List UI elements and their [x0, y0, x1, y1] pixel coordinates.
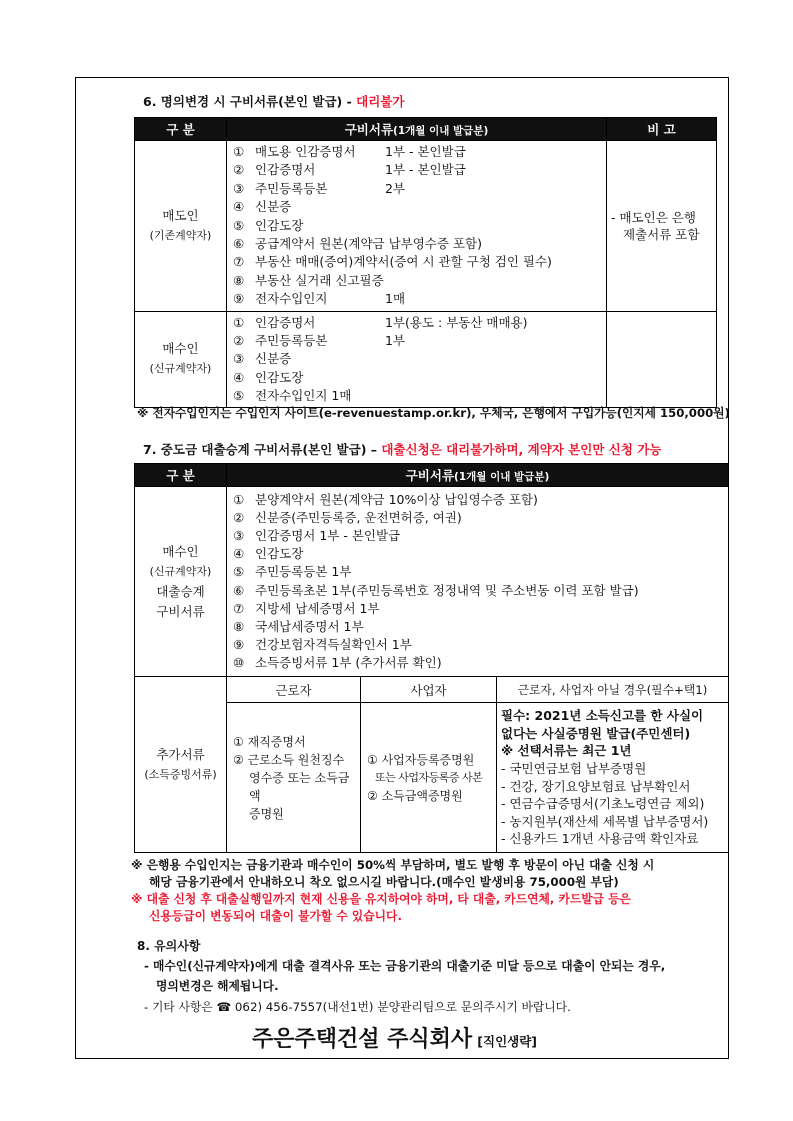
- section8-caution: - 매수인(신규계약자)에게 대출 결격사유 또는 금융기관의 대출기준 미달 등으로 대출이 안되는 경우, 명의변경은 해제됩니다.: [144, 959, 666, 993]
- buyer-remark: [607, 311, 717, 408]
- list-item: ⑨ 전자수입인지 1매: [233, 291, 406, 307]
- list-item: - 국민연금보험 납부증명원: [501, 760, 647, 776]
- stamp-note: ※ 전자수입인지는 수입인지 사이트(e-revenuestamp.or.kr), 우체국, 은행에서 구입가능(인지세 150,000원): [137, 406, 730, 420]
- list-item: - 연금수급증명서(기초노령연금 제외): [501, 796, 705, 812]
- seller-remark: - 매도인은 은행 제출서류 포함: [607, 141, 717, 312]
- list-item: ⑩ 소득증빙서류 1부 (추가서류 확인): [233, 655, 442, 671]
- list-item: ⑥ 공급계약서 원본(계약금 납부영수증 포함): [233, 235, 482, 251]
- list-item: ① 분양계약서 원본(계약금 10%이상 납입영수증 포함): [233, 491, 538, 507]
- seal-omitted: [직인생략]: [477, 1034, 538, 1049]
- list-item: ⑥ 주민등록초본 1부(주민등록번호 정정내역 및 주소변동 이력 포함 발급): [233, 582, 639, 598]
- list-item: ⑧ 국세납세증명서 1부: [233, 618, 364, 634]
- list-item: ④ 인감도장: [233, 369, 304, 385]
- list-item: ② 신분증(주민등록증, 운전면허증, 여권): [233, 509, 462, 525]
- list-item: ① 인감증명서 1부(용도 : 부동산 매매용): [233, 314, 528, 330]
- list-item: ⑤ 전자수입인지 1매: [233, 388, 352, 404]
- buyer-documents: [227, 311, 607, 408]
- list-item: - 신용카드 1개년 사용금액 확인자료: [501, 831, 699, 847]
- subheader-business: 사업자: [361, 677, 497, 703]
- list-item: - 농지원부(재산세 세목별 납부증명서): [501, 813, 709, 829]
- list-item: ④ 인감도장: [233, 546, 304, 562]
- header-category: 구 분: [135, 118, 227, 141]
- header-remarks: 비 고: [607, 118, 717, 141]
- list-item: ⑨ 건강보험자격득실확인서 1부: [233, 637, 412, 653]
- subheader-other: 근로자, 사업자 아닐 경우(필수+택1): [497, 677, 729, 703]
- section8-contact: - 기타 사항은 ☎ 062) 456-7557(내선1번) 분양관리팀으로 문의주시기 바랍니다.: [144, 1000, 571, 1014]
- company-name: 주은주택건설 주식회사: [252, 1027, 473, 1052]
- seller-documents: [227, 141, 607, 312]
- list-item: ⑦ 지방세 납세증명서 1부: [233, 600, 380, 616]
- section7-title: 7. 중도금 대출승계 구비서류(본인 발급) – 대출신청은 대리불가하며, 계약자 본인만 신청 가능: [143, 442, 662, 457]
- list-item: ④ 신분증: [233, 199, 292, 215]
- loan-documents: [227, 487, 729, 677]
- header-category: 구 분: [135, 464, 227, 487]
- list-item: - 건강, 장기요양보험료 납부확인서: [501, 778, 691, 794]
- list-item: ③ 인감증명서 1부 - 본인발급: [233, 527, 401, 543]
- company-signature: [252, 1022, 537, 1053]
- list-item: ③ 신분증: [233, 351, 292, 367]
- subheader-worker: 근로자: [227, 677, 361, 703]
- section7-table: [134, 463, 729, 853]
- extra-docs-label: 추가서류 (소득증빙서류): [135, 677, 227, 853]
- loan-buyer-label: 매수인 (신규계약자) 대출승계 구비서류: [135, 487, 227, 677]
- list-item: ② 주민등록등본 1부: [233, 332, 406, 348]
- section6-title: 6. 명의변경 시 구비서류(본인 발급) - 대리불가: [143, 94, 405, 109]
- header-documents: 구비서류(1개월 이내 발급분): [227, 464, 729, 487]
- worker-docs: ① 재직증명서 ② 근로소득 원천징수 영수증 또는 소득금액 증명원: [227, 703, 361, 853]
- bank-stamp-note: ※ 은행용 수입인지는 금융기관과 매수인이 50%씩 부담하며, 별도 발행 후 방문이 아닌 대출 신청 시 해당 금융기관에서 안내하오니 착오 없으시길 바랍니다.(매수인 발생비용 75,000원 부담): [131, 858, 655, 889]
- seller-label-cell: 매도인 (기존계약자): [135, 141, 227, 312]
- header-documents: 구비서류(1개월 이내 발급분): [227, 118, 607, 141]
- list-item: ② 인감증명서 1부 - 본인발급: [233, 162, 466, 178]
- credit-warning-note: ※ 대출 신청 후 대출실행일까지 현재 신용을 유지하여야 하며, 타 대출, 카드연체, 카드발급 등은 신용등급이 변동되어 대출이 불가할 수 있습니다.: [131, 892, 631, 923]
- other-docs: 필수: 2021년 소득신고를 한 사실이 없다는 사실증명원 발급(주민센터) ※ 선택서류는 최근 1년 - 국민연금보험 납부증명원 - 건강, 장기요양보험료 납부확인서 - 연금수급증명서(기초노령연금 제외) - 농지원부(재산세 세목별 납부증명서) - 신용카드 1개년 사용금액 확인자료: [497, 703, 729, 853]
- section8-title: 8. 유의사항: [137, 939, 201, 953]
- list-item: ⑦ 부동산 매매(증여)계약서(증여 시 관할 구청 검인 필수): [233, 254, 552, 270]
- section6-table: [134, 117, 717, 408]
- buyer-label-cell: 매수인 (신규계약자): [135, 311, 227, 408]
- business-docs: ① 사업자등록증명원 또는 사업자등록증 사본 ② 소득금액증명원: [361, 703, 497, 853]
- list-item: ③ 주민등록등본 2부: [233, 180, 406, 196]
- list-item: ⑤ 인감도장: [233, 217, 304, 233]
- list-item: ① 매도용 인감증명서 1부 - 본인발급: [233, 144, 466, 159]
- list-item: ⑧ 부동산 실거래 신고필증: [233, 272, 384, 288]
- list-item: ⑤ 주민등록등본 1부: [233, 564, 352, 580]
